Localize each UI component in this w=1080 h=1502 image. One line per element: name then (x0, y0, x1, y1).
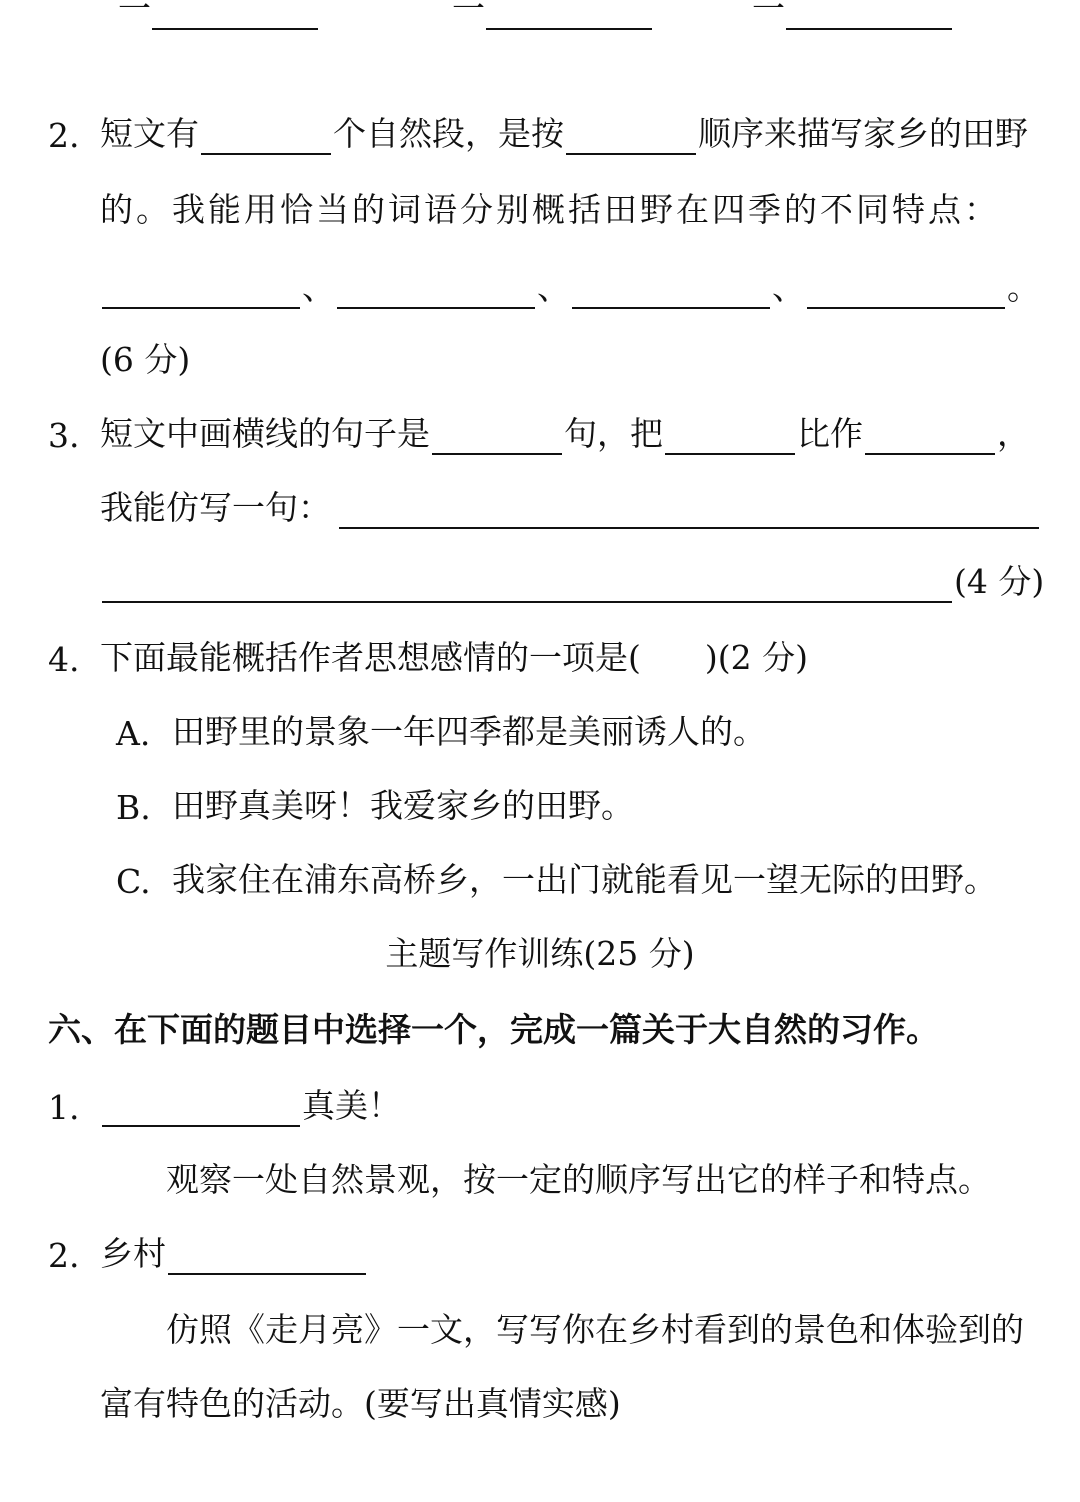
answer-blank[interactable] (807, 273, 1005, 309)
item-number: 2. (48, 1236, 80, 1275)
separator: 、 (772, 268, 805, 307)
question-2-line-2 (100, 184, 1080, 231)
item-text: 真美！ (302, 1086, 401, 1125)
question-2-line-1 (48, 108, 1080, 155)
option-text: 我家住在浦东高桥乡，一出门就能看见一望无际的田野。 (172, 860, 997, 899)
answer-blank[interactable] (566, 119, 696, 155)
section-6-heading-row (48, 1004, 1080, 1051)
score-label: (6 分) (100, 340, 191, 379)
section-title: 主题写作训练(25 分) (385, 934, 695, 973)
answer-blank[interactable] (786, 0, 952, 30)
section-6-item-2-desc-1 (166, 1304, 1080, 1351)
section-6-item-1 (48, 1080, 1080, 1127)
question-text: 个自然段，是按 (333, 114, 564, 153)
answer-blank[interactable] (102, 1091, 300, 1127)
item-text: 乡村 (100, 1234, 166, 1273)
answer-blank[interactable] (865, 419, 995, 455)
answer-blank[interactable] (486, 0, 652, 30)
question-3-line-1 (48, 408, 1080, 455)
question-text: 短文有 (100, 114, 199, 153)
item-number: 1. (48, 1088, 80, 1127)
item-description: 观察一处自然景观，按一定的顺序写出它的样子和特点。 (166, 1160, 991, 1199)
answer-blank[interactable] (432, 419, 562, 455)
blank-prefix-1: 一 (118, 0, 151, 28)
section-6-item-2-desc-2 (100, 1378, 1080, 1425)
option-a[interactable] (116, 706, 1080, 753)
answer-blank[interactable] (152, 0, 318, 30)
question-text: 句，把 (564, 414, 663, 453)
section-6-item-2 (48, 1228, 1080, 1275)
blank-prefix-2: 一 (452, 0, 485, 28)
score-label: (4 分) (954, 562, 1045, 601)
question-number: 3. (48, 416, 80, 455)
question-number: 4. (48, 640, 80, 679)
answer-blank[interactable] (337, 273, 535, 309)
answer-blank[interactable] (102, 273, 300, 309)
question-2-score (100, 334, 1080, 381)
option-label: B. (116, 788, 151, 827)
answer-blank[interactable] (102, 567, 952, 603)
answer-blank[interactable] (201, 119, 331, 155)
option-text: 田野真美呀！我爱家乡的田野。 (172, 786, 634, 825)
item-description: 富有特色的活动。(要写出真情实感) (100, 1384, 621, 1423)
option-label: C. (116, 862, 151, 901)
separator: 、 (537, 268, 570, 307)
answer-blank[interactable] (168, 1239, 366, 1275)
blank-prefix-3: 一 (752, 0, 785, 28)
section-6-item-1-desc (166, 1154, 1080, 1201)
question-text: 短文中画横线的句子是 (100, 414, 430, 453)
question-text: 我能仿写一句： (100, 488, 331, 527)
section-heading: 六、在下面的题目中选择一个，完成一篇关于大自然的习作。 (48, 1010, 939, 1049)
option-label: A. (116, 714, 151, 753)
option-b[interactable] (116, 780, 1080, 827)
question-text: )(2 分) (704, 638, 808, 677)
separator: 。 (1007, 268, 1040, 307)
question-3-line-2 (100, 482, 1080, 529)
question-text: 顺序来描写家乡的田野 (698, 114, 1028, 153)
answer-blank[interactable] (572, 273, 770, 309)
question-4-line-1 (48, 632, 1080, 679)
question-text: 下面最能概括作者思想感情的一项是( (100, 638, 641, 677)
section-title-row (0, 928, 1080, 975)
answer-blank[interactable] (339, 493, 1039, 529)
separator: 、 (302, 268, 335, 307)
option-text: 田野里的景象一年四季都是美丽诱人的。 (172, 712, 766, 751)
answer-blank[interactable] (665, 419, 795, 455)
option-c[interactable] (116, 854, 1080, 901)
question-text: ， (997, 414, 1030, 453)
question-text: 的。我能用恰当的词语分别概括田野在四季的不同特点： (100, 190, 1000, 229)
question-3-line-3 (100, 556, 1080, 603)
question-number: 2. (48, 116, 80, 155)
question-2-line-3 (100, 262, 1080, 309)
item-description: 仿照《走月亮》一文，写写你在乡村看到的景色和体验到的 (166, 1310, 1024, 1349)
question-text: 比作 (797, 414, 863, 453)
